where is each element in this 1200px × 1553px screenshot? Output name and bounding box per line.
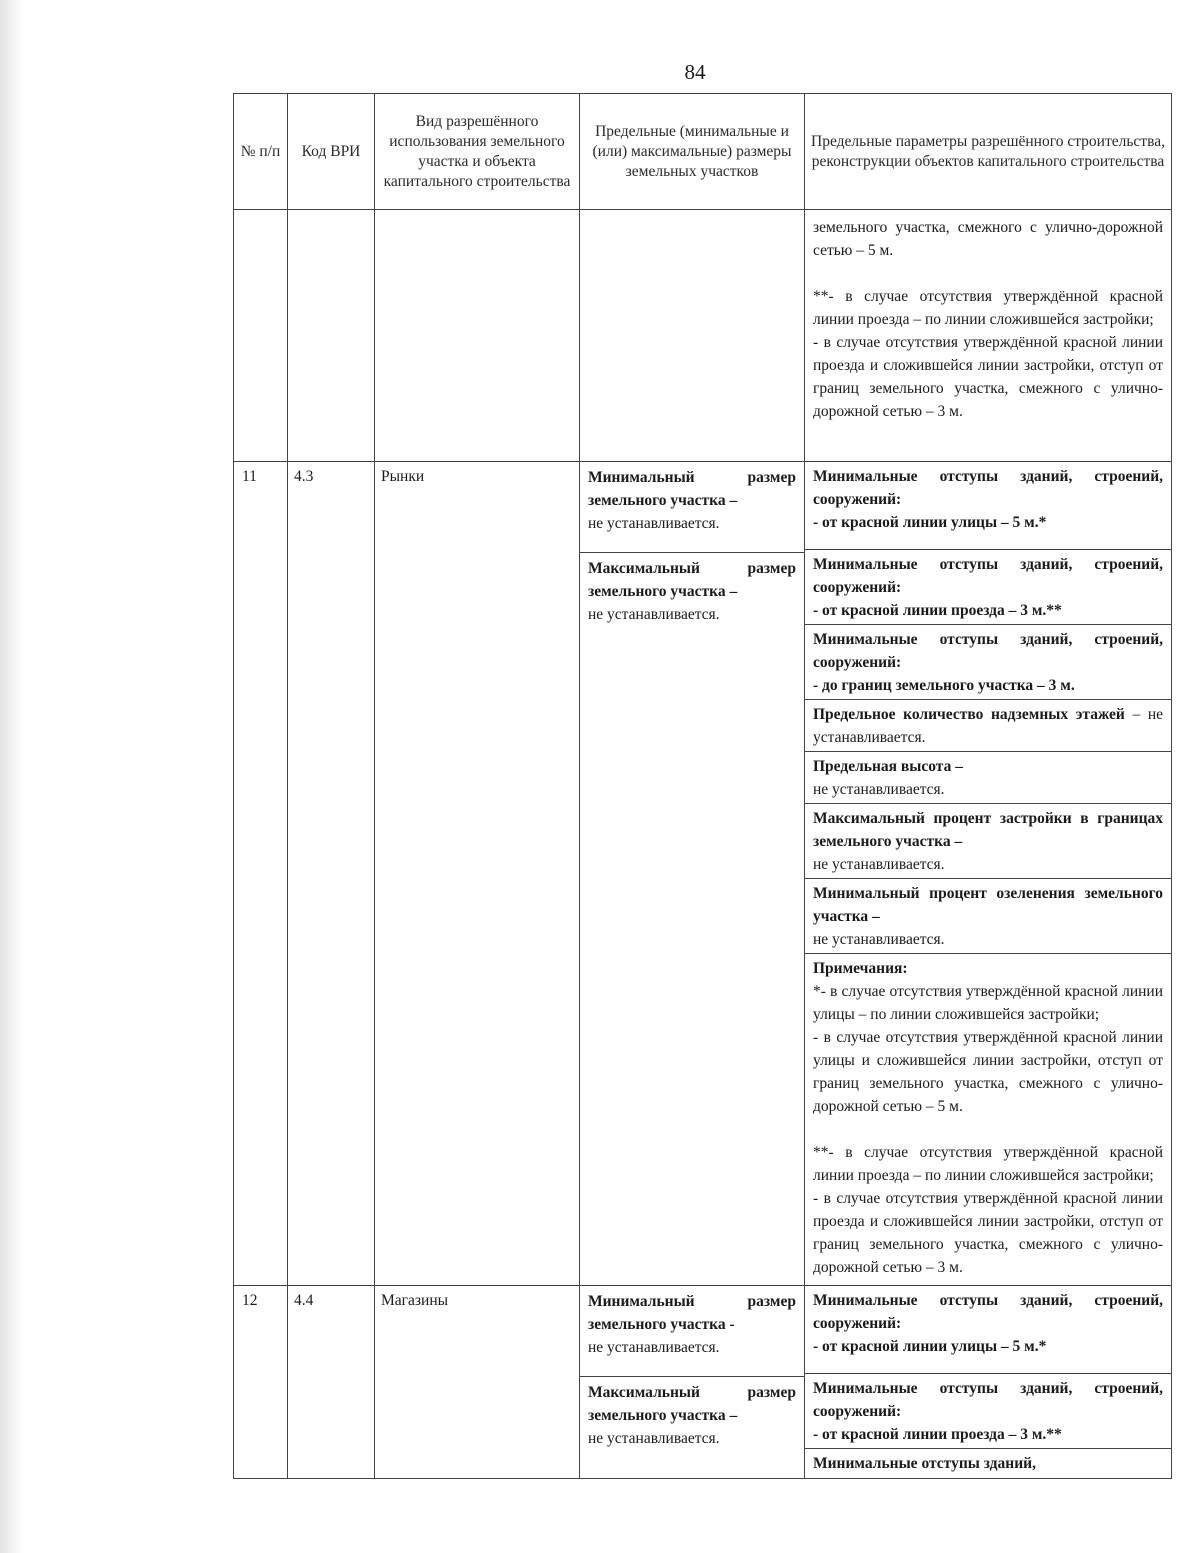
row-params bbox=[805, 462, 1172, 1286]
scan-edge-shadow bbox=[0, 0, 26, 1553]
continuation-line: - в случае отсутствия утверждённой красной линии проезда и сложившейся линии застройки, отступ от границ земельного участка, смежного с улично-дорожной сетью – 3 м. bbox=[813, 334, 1163, 420]
cell-params-continuation bbox=[805, 210, 1172, 462]
row-number: 12 bbox=[234, 1286, 288, 1479]
max-size-label: Максимальный размер земельного участка – bbox=[588, 1384, 796, 1424]
table-row-11 bbox=[234, 462, 1172, 1286]
row-sizes bbox=[580, 462, 805, 1286]
cell-code bbox=[288, 210, 375, 462]
header-sizes: Предельные (минимальные и (или) максимальные) размеры земельных участков bbox=[580, 94, 805, 210]
param-item bbox=[805, 804, 1171, 879]
header-num: № п/п bbox=[234, 94, 288, 210]
row-use-name: Магазины bbox=[375, 1286, 580, 1479]
min-size-label: Минимальный размер земельного участка - bbox=[588, 1293, 796, 1333]
param-label: Минимальные отступы зданий, строений, сооружений: bbox=[813, 468, 1163, 508]
max-size-value: не устанавливается. bbox=[588, 606, 720, 623]
param-value: – не устанавливается. bbox=[813, 706, 1163, 746]
note-line: - в случае отсутствия утверждённой красной линии проезда и сложившейся линии застройки, отступ от границ земельного участка, смежного с улично-дорожной сетью – 3 м. bbox=[813, 1190, 1163, 1276]
param-item bbox=[805, 625, 1171, 700]
cell-num bbox=[234, 210, 288, 462]
param-value: - от красной линии улицы – 5 м.* bbox=[813, 514, 1047, 531]
table-row-12 bbox=[234, 1286, 1172, 1479]
param-item bbox=[805, 879, 1171, 954]
row-code: 4.3 bbox=[288, 462, 375, 1286]
note-line: **- в случае отсутствия утверждённой красной линии проезда – по линии сложившейся застройки; bbox=[813, 1144, 1163, 1184]
max-size-value: не устанавливается. bbox=[588, 1430, 720, 1447]
notes-item bbox=[805, 954, 1171, 1286]
min-size bbox=[580, 462, 804, 553]
param-value: не устанавливается. bbox=[813, 856, 945, 873]
param-item bbox=[805, 1286, 1171, 1374]
table-header-row bbox=[234, 94, 1172, 210]
param-item bbox=[805, 462, 1171, 550]
header-code: Код ВРИ bbox=[288, 94, 375, 210]
row-code: 4.4 bbox=[288, 1286, 375, 1479]
note-line: *- в случае отсутствия утверждённой красной линии улицы – по линии сложившейся застройки; bbox=[813, 983, 1163, 1023]
param-item bbox=[805, 550, 1171, 625]
param-label: Минимальные отступы зданий, строений, сооружений: bbox=[813, 1292, 1163, 1332]
param-label: Минимальный процент озеленения земельного участка – bbox=[813, 885, 1163, 925]
row-params bbox=[805, 1286, 1172, 1479]
param-value: - от красной линии проезда – 3 м.** bbox=[813, 602, 1062, 619]
param-label: Минимальные отступы зданий, строений, сооружений: bbox=[813, 556, 1163, 596]
header-use: Вид разрешённого использования земельного участка и объекта капитального строительства bbox=[375, 94, 580, 210]
param-label: Предельная высота – bbox=[813, 758, 963, 775]
param-value: не устанавливается. bbox=[813, 781, 945, 798]
row-number: 11 bbox=[234, 462, 288, 1286]
row-use-name: Рынки bbox=[375, 462, 580, 1286]
param-label: Минимальные отступы зданий, строений, сооружений: bbox=[813, 1380, 1163, 1420]
continuation-line: **- в случае отсутствия утверждённой красной линии проезда – по линии сложившейся застройки; bbox=[813, 288, 1163, 328]
regulations-table bbox=[233, 93, 1172, 1479]
row-sizes bbox=[580, 1286, 805, 1479]
spacer bbox=[813, 1118, 1163, 1141]
param-label: Минимальные отступы зданий, bbox=[813, 1455, 1036, 1472]
param-value: - до границ земельного участка – 3 м. bbox=[813, 677, 1075, 694]
param-item bbox=[805, 1449, 1171, 1479]
param-label: Максимальный процент застройки в границах земельного участка – bbox=[813, 810, 1163, 850]
param-value: не устанавливается. bbox=[813, 931, 945, 948]
note-line: - в случае отсутствия утверждённой красной линии улицы и сложившейся линии застройки, отступ от границ земельного участка, смежного с улично-дорожной сетью – 5 м. bbox=[813, 1029, 1163, 1115]
cell-sizes bbox=[580, 210, 805, 462]
min-size-value: не устанавливается. bbox=[588, 515, 720, 532]
cell-name bbox=[375, 210, 580, 462]
notes-title: Примечания: bbox=[813, 960, 908, 977]
min-size-value: не устанавливается. bbox=[588, 1339, 720, 1356]
max-size bbox=[580, 553, 804, 626]
spacer bbox=[813, 262, 1163, 285]
min-size-label: Минимальный размер земельного участка – bbox=[588, 469, 796, 509]
param-value: - от красной линии проезда – 3 м.** bbox=[813, 1426, 1062, 1443]
page-number: 84 bbox=[684, 60, 706, 84]
param-text bbox=[813, 703, 1163, 749]
max-size-label: Максимальный размер земельного участка – bbox=[588, 560, 796, 600]
min-size bbox=[580, 1286, 804, 1377]
param-label: Минимальные отступы зданий, строений, сооружений: bbox=[813, 631, 1163, 671]
table-row-continuation bbox=[234, 210, 1172, 462]
param-item bbox=[805, 752, 1171, 804]
continuation-line: земельного участка, смежного с улично-дорожной сетью – 5 м. bbox=[813, 219, 1163, 259]
param-label: Предельное количество надземных этажей bbox=[813, 706, 1125, 723]
param-item bbox=[805, 700, 1171, 752]
header-params: Предельные параметры разрешённого строительства, реконструкции объектов капитального строительства bbox=[805, 94, 1172, 210]
param-value: - от красной линии улицы – 5 м.* bbox=[813, 1338, 1047, 1355]
params-list bbox=[805, 462, 1171, 1285]
params-list bbox=[805, 1286, 1171, 1478]
param-item bbox=[805, 1374, 1171, 1449]
max-size bbox=[580, 1377, 804, 1450]
